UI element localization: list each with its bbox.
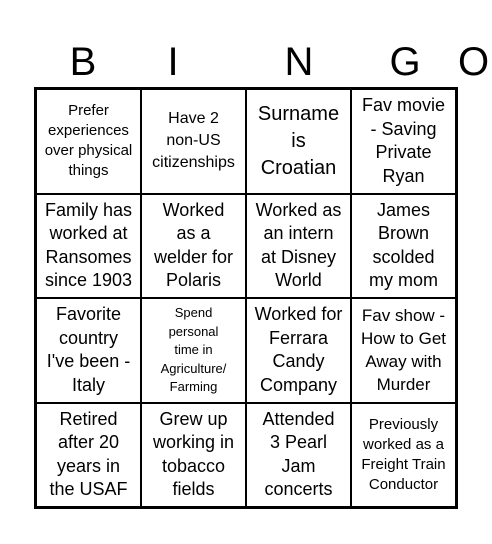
header-letter-g: G xyxy=(389,40,421,84)
square-text: Prefer experiences over physical things xyxy=(44,102,133,180)
bingo-card xyxy=(34,87,458,509)
square-text: Retired after 20 years in the USAF xyxy=(49,408,128,500)
bingo-square[interactable] xyxy=(246,194,351,299)
bingo-square[interactable] xyxy=(351,194,456,299)
square-text: Spend personal time in Agriculture/ Farming xyxy=(160,305,227,394)
bingo-square[interactable] xyxy=(36,89,141,194)
bingo-square[interactable] xyxy=(351,298,456,403)
square-text: James Brown scolded my mom xyxy=(369,199,438,291)
bingo-square[interactable] xyxy=(246,298,351,403)
square-text: Have 2 non-US citizenships xyxy=(152,110,235,172)
bingo-header: B I N G O xyxy=(34,36,458,88)
bingo-square[interactable] xyxy=(141,403,246,508)
bingo-square[interactable] xyxy=(141,89,246,194)
square-text: Favorite country I've been - Italy xyxy=(46,304,131,395)
bingo-square[interactable] xyxy=(36,298,141,403)
bingo-square[interactable] xyxy=(141,298,246,403)
bingo-square[interactable] xyxy=(141,194,246,299)
square-text: Previously worked as a Freight Train Conductor xyxy=(361,415,446,493)
bingo-square[interactable] xyxy=(246,403,351,508)
square-text: Attended 3 Pearl Jam concerts xyxy=(262,408,335,500)
bingo-square[interactable] xyxy=(351,89,456,194)
header-letter-i: I xyxy=(167,40,179,84)
square-text: Surname is Croatian xyxy=(257,102,340,179)
header-letter-b: B xyxy=(69,40,97,84)
bingo-square[interactable] xyxy=(351,403,456,508)
square-text: Worked as a welder for Polaris xyxy=(153,199,234,291)
square-text: Family has worked at Ransomes since 1903 xyxy=(44,199,133,291)
square-text: Fav movie - Saving Private Ryan xyxy=(361,95,446,186)
square-text: Fav show - How to Get Away with Murder xyxy=(360,306,447,395)
square-text: Grew up working in tobacco fields xyxy=(152,408,235,500)
bingo-square[interactable] xyxy=(246,89,351,194)
square-text: Worked for Ferrara Candy Company xyxy=(254,304,343,395)
bingo-square[interactable] xyxy=(36,403,141,508)
header-letter-n: N xyxy=(284,40,314,84)
bingo-square[interactable] xyxy=(36,194,141,299)
square-text: Worked as an intern at Disney World xyxy=(255,199,342,291)
